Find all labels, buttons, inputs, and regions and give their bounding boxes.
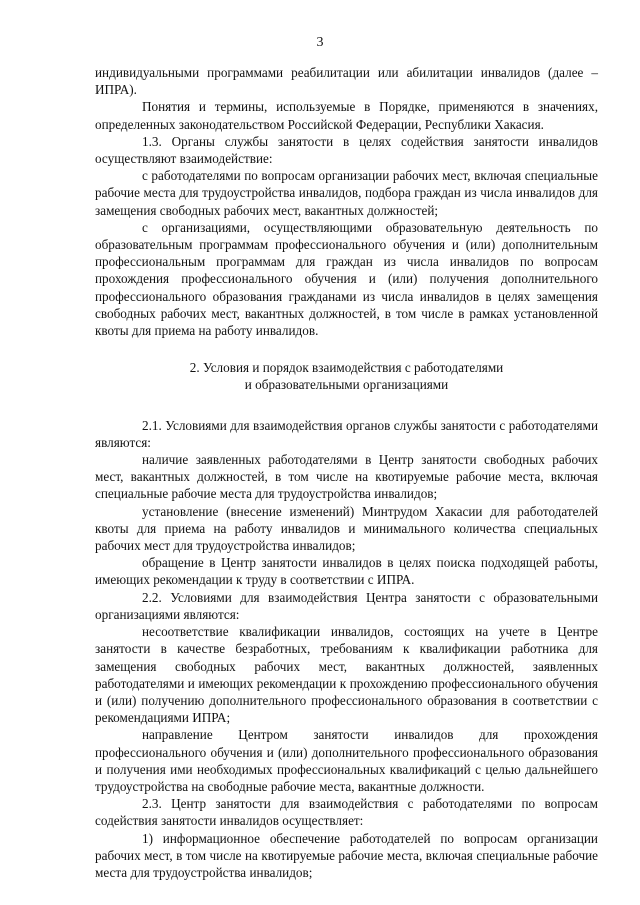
paragraph-organizations: с организациями, осуществляющими образовательную деятельность по образовательным программам профессионального обучения и (или) дополнительным профессиональным программам для граждан из числа инвалидов по вопросам прохождения профессионального обучения и (или) получения дополнительного профессионального образования гражданами из числа инвалидов в целях замещения свободных рабочих мест, вакантных должностей, в том числе в рамках установленной квоты для приема на работу инвалидов. <box>95 219 598 339</box>
page-number: 3 <box>316 35 324 50</box>
paragraph-2-1: 2.1. Условиями для взаимодействия органов службы занятости с работодателями являются: <box>95 417 598 450</box>
paragraph-list-item: наличие заявленных работодателями в Центр занятости свободных рабочих мест, вакантных должностей, в том числе на квотируемые рабочие места, включая специальные рабочие места для трудоустройства инвалидов; <box>95 452 598 502</box>
paragraph-definitions: Понятия и термины, используемые в Порядке, применяются в значениях, определенных законодательством Российской Федерации, Республики Хакасия. <box>95 99 598 132</box>
paragraph-1-3: 1.3. Органы службы занятости в целях содействия занятости инвалидов осуществляют взаимодействие: <box>95 133 598 167</box>
paragraph-list-item: направление Центром занятости инвалидов для прохождения профессионального обучения и (или) дополнительного профессионального образования и получения ими необходимых профессиональных квалификаций с целью дальнейшего трудоустройства на свободные рабочие места, вакантные должности. <box>95 727 598 794</box>
paragraph-list-item: несоответствие квалификации инвалидов, состоящих на учете в Центре занятости в качестве безработных, требованиям к квалификации работника для замещения свободных рабочих мест, вакантных должностей, заявленных работодателями и имеющих рекомендации к прохождению профессионального обучения и (или) получению дополнительного профессионального образования в соответствии с рекомендациями ИПРА; <box>95 624 598 726</box>
paragraph-employers: с работодателями по вопросам организации рабочих мест, включая специальные рабочие места для трудоустройства инвалидов, подбора граждан из числа инвалидов для замещения свободных рабочих мест, вакантных должностей; <box>95 168 598 218</box>
paragraph-continuation: индивидуальными программами реабилитации или абилитации инвалидов (далее – ИПРА). <box>95 65 598 98</box>
document-body <box>95 64 598 881</box>
section-heading-line-2: и образовательными организациями <box>244 377 449 393</box>
paragraph-list-item: установление (внесение изменений) Минтрудом Хакасии для работодателей квоты для приема на работу инвалидов и минимального количества специальных рабочих мест для трудоустройства инвалидов; <box>95 503 598 554</box>
paragraph-list-item: обращение в Центр занятости инвалидов в целях поиска подходящей работы, имеющих рекомендации к труду в соответствии с ИПРА. <box>95 555 598 588</box>
section-heading <box>95 359 598 393</box>
paragraph-2-2: 2.2. Условиями для взаимодействия Центра занятости с образовательными организациями являются: <box>95 589 598 622</box>
paragraph-list-item: 1) информационное обеспечение работодателей по вопросам организации рабочих мест, в том числе на квотируемые рабочие места, включая специальные рабочие места для трудоустройства инвалидов; <box>95 830 598 880</box>
section-heading-line-1: 2. Условия и порядок взаимодействия с работодателями <box>189 360 504 376</box>
paragraph-2-3: 2.3. Центр занятости для взаимодействия с работодателями по вопросам содействия занятости инвалидов осуществляет: <box>95 796 598 829</box>
